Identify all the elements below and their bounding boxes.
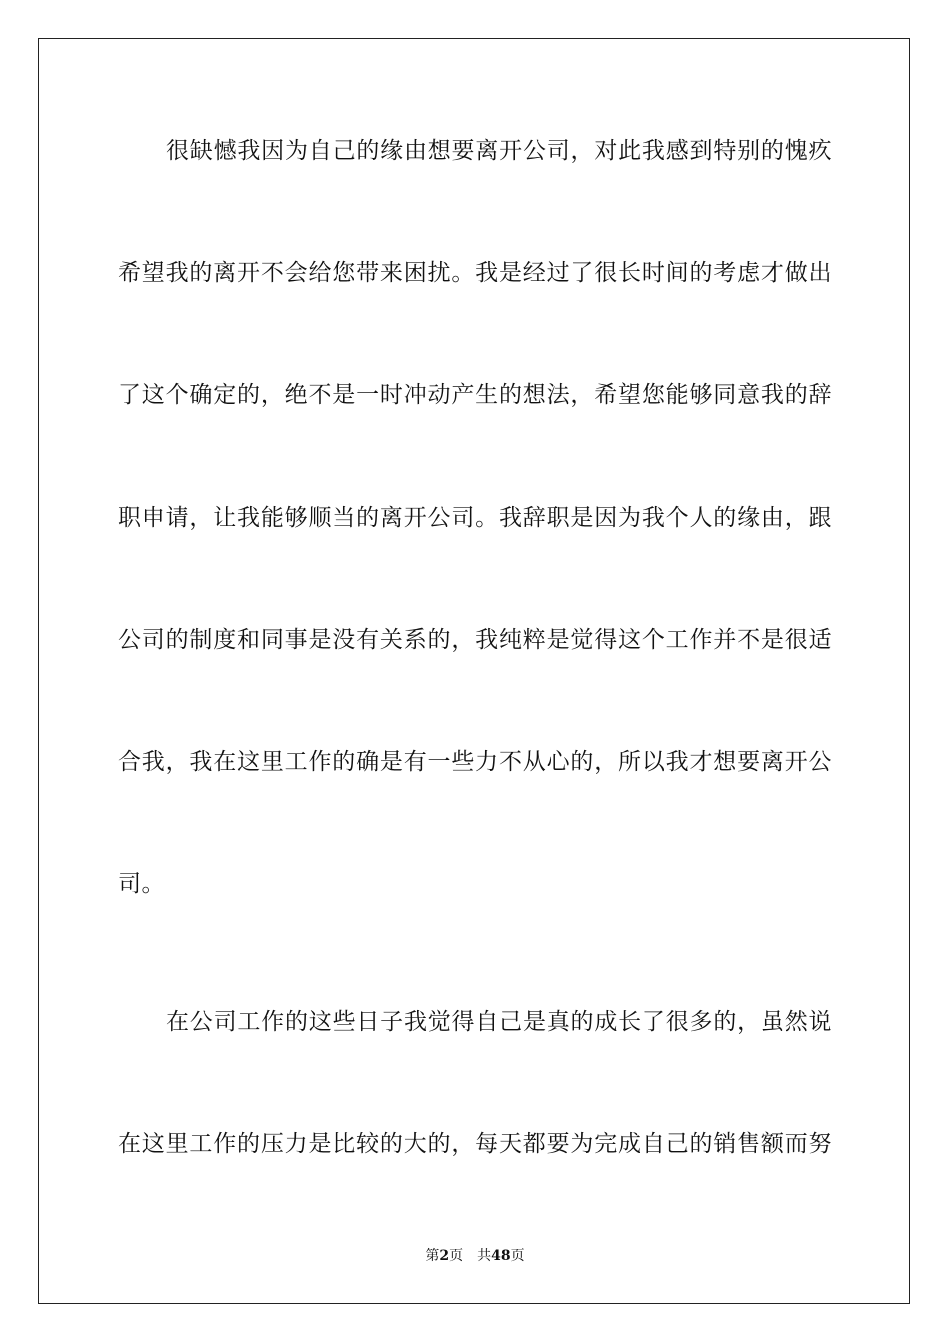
paragraph-2-line-1: 在公司工作的这些日子我觉得自己是真的成长了很多的，虽然说	[166, 1009, 832, 1035]
page-footer	[0, 1247, 950, 1265]
page-frame	[38, 38, 910, 1304]
paragraph-1-line-6: 合我，我在这里工作的确是有一些力不从心的，所以我才想要离开公	[118, 749, 832, 775]
page-suffix: 页	[449, 1248, 464, 1264]
total-suffix: 页	[510, 1248, 525, 1264]
paragraph-1-line-2: 希望我的离开不会给您带来困扰。我是经过了很长时间的考虑才做出	[118, 260, 832, 286]
total-prefix: 共	[477, 1248, 492, 1264]
page-number: 2	[439, 1248, 450, 1264]
paragraph-1-line-1: 很缺憾我因为自己的缘由想要离开公司，对此我感到特别的愧疚	[166, 138, 832, 164]
page-prefix: 第	[425, 1248, 440, 1264]
paragraph-2-line-2: 在这里工作的压力是比较的大的，每天都要为完成自己的销售额而努	[118, 1131, 832, 1157]
paragraph-1-line-5: 公司的制度和同事是没有关系的，我纯粹是觉得这个工作并不是很适	[118, 627, 832, 653]
total-pages: 48	[491, 1248, 511, 1264]
paragraph-1-line-4: 职申请，让我能够顺当的离开公司。我辞职是因为我个人的缘由，跟	[118, 505, 832, 531]
paragraph-1-line-7: 司。	[118, 871, 165, 897]
paragraph-1-line-3: 了这个确定的，绝不是一时冲动产生的想法，希望您能够同意我的辞	[118, 382, 832, 408]
